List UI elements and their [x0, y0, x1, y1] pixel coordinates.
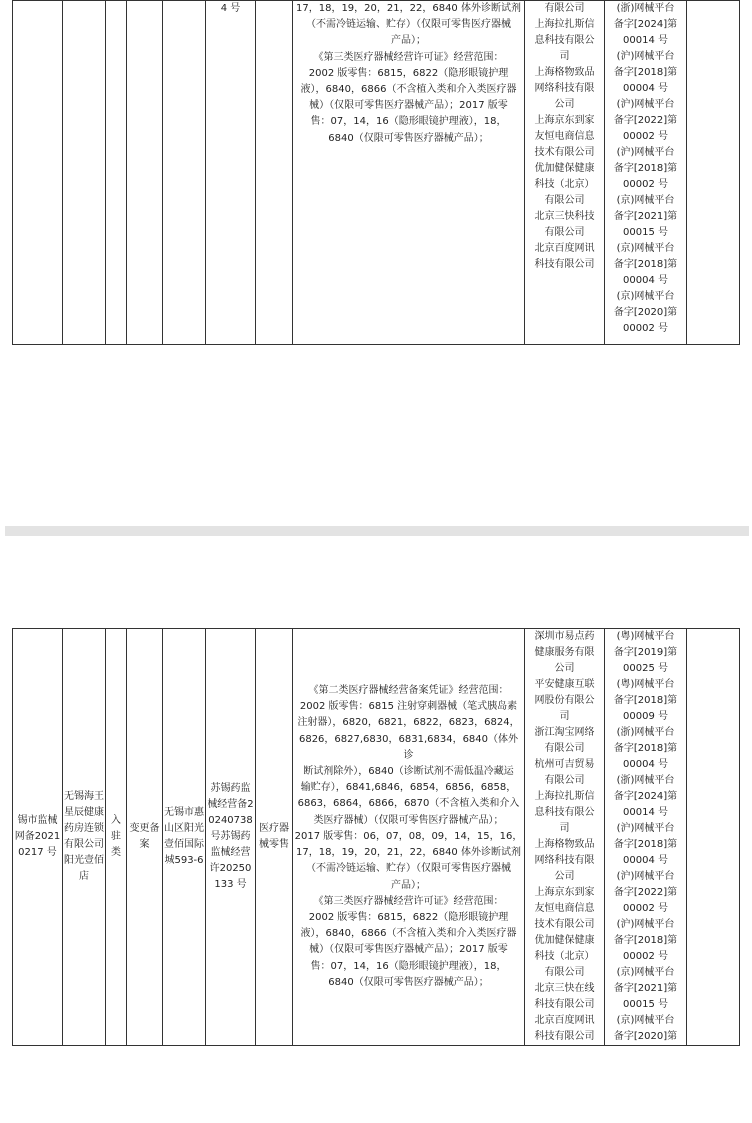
page-separator [5, 526, 749, 536]
platform-company-line: 有限公司 [544, 967, 585, 978]
platform-company-line: 公司 [554, 99, 575, 110]
platform-record-line: (粤)网械平台 [616, 679, 675, 690]
platform-company-line: 科技有限公司 [534, 259, 595, 270]
platform-record-line: 备字[2018]第 [613, 935, 678, 946]
document-page-bottom [0, 536, 752, 1123]
platform-record-line: 00009 号 [623, 711, 668, 722]
platform-company-line: 上海格物致品 [534, 839, 595, 850]
license-cell: 4 号 [206, 1, 256, 345]
platform-record-line: (沪)网械平台 [616, 919, 675, 930]
matter-cell [127, 1, 163, 345]
platform-record-line: 00015 号 [623, 227, 668, 238]
company-cell: 无锡海王星辰健康药房连锁有限公司阳光壹佰店 [63, 629, 106, 1046]
platform-company-line: 平安健康互联 [534, 679, 595, 690]
platform-company-line: 科技有限公司 [534, 999, 595, 1010]
business-scope-line: 液），6840，6866（不含植入类和介入类医疗器 [300, 84, 517, 96]
platform-record-line: 备字[2020]第 [613, 307, 678, 318]
business-scope-line: 6863，6864，6866，6870（不含植入类和介入 [297, 798, 520, 810]
platform-company-line: 优加健保健康 [534, 163, 595, 174]
platform-company-line: 息科技有限公 [534, 35, 595, 46]
business-scope-line: 输贮存），6841,6846，6854，6856，6858， [300, 782, 517, 794]
platform-record-line: 备字[2020]第 [613, 1031, 678, 1042]
platform-company-line: 科技（北京） [534, 951, 595, 962]
platform-company-line: 杭州可吉贸易 [534, 759, 595, 770]
business-scope-line: 产品）； [391, 879, 426, 891]
business-scope-line: 2017 版零售：06，07，08，09，14，15，16， [294, 830, 523, 842]
platform-record-line: 00025 号 [623, 663, 668, 674]
platform-record-cell [605, 629, 687, 1046]
platform-record-line: (浙)网械平台 [616, 3, 675, 14]
business-scope-line: 液），6840，6866（不含植入类和介入类医疗器 [300, 928, 517, 940]
platform-company-line: 北京三快科技 [534, 211, 595, 222]
category-cell [106, 1, 127, 345]
registration-table-bottom [12, 628, 740, 1046]
platform-company-line: 网股份有限公 [534, 695, 595, 706]
platform-record-line: (沪)网械平台 [616, 51, 675, 62]
platform-record-line: 备字[2018]第 [613, 259, 678, 270]
platform-record-line: (京)网械平台 [616, 195, 675, 206]
platform-company-line: 司 [559, 823, 570, 834]
platform-record-line: 00002 号 [623, 131, 668, 142]
platform-record-line: 00014 号 [623, 807, 668, 818]
business-scope-line: （不需冷链运输、贮存）（仅限可零售医疗器械 [306, 863, 511, 875]
platform-record-line: 备字[2018]第 [613, 67, 678, 78]
platform-company-line: 网络科技有限 [534, 83, 595, 94]
platform-record-line: 备字[2022]第 [613, 887, 678, 898]
platform-record-line: (京)网械平台 [616, 967, 675, 978]
platform-record-line: (粤)网械平台 [616, 631, 675, 642]
platform-company-line: 友恒电商信息 [534, 903, 595, 914]
platform-company-line: 司 [559, 711, 570, 722]
business-scope-line: 17，18，19，20，21，22，6840 体外诊断试剂 [296, 3, 521, 14]
platform-record-line: 00004 号 [623, 855, 668, 866]
platform-record-line: (沪)网械平台 [616, 147, 675, 158]
platform-record-line: 00002 号 [623, 323, 668, 334]
business-scope-line: 2002 版零售：6815 注射穿刺器械（笔式胰岛素 [299, 701, 518, 713]
platform-company-line: 健康服务有限 [534, 647, 595, 658]
platform-company-line: 有限公司 [544, 227, 585, 238]
platform-record-line: (沪)网械平台 [616, 871, 675, 882]
platform-company-line: 有限公司 [544, 3, 585, 14]
platform-company-line: 深圳市易点药 [534, 631, 595, 642]
platform-company-line: 有限公司 [544, 775, 585, 786]
company-cell [63, 1, 106, 345]
category-cell: 入驻类 [106, 629, 127, 1046]
business-scope-line: 《第二类医疗器械经营备案凭证》经营范围： [308, 685, 509, 697]
table-row [13, 629, 740, 1046]
platform-company-line: 有限公司 [544, 195, 585, 206]
business-scope-line: 械）（仅限可零售医疗器械产品）；2017 版零 [309, 100, 508, 112]
platform-record-line: 备字[2018]第 [613, 163, 678, 174]
platform-record-line: 00002 号 [623, 951, 668, 962]
platform-record-line: (沪)网械平台 [616, 823, 675, 834]
platform-company-line: 科技有限公司 [534, 1031, 595, 1042]
remark-cell [687, 629, 740, 1046]
platform-record-line: 备字[2018]第 [613, 743, 678, 754]
matter-cell: 变更备案 [127, 629, 163, 1046]
platform-company-line: 北京三快在线 [534, 983, 595, 994]
platform-company-line: 上海拉扎斯信 [534, 791, 595, 802]
platform-company-line: 公司 [554, 871, 575, 882]
site-number-cell: 锡市监械网备20210217 号 [13, 629, 63, 1046]
platform-record-line: (京)网械平台 [616, 243, 675, 254]
address-cell [163, 1, 206, 345]
platform-record-line: 备字[2021]第 [613, 983, 678, 994]
platform-record-line: (沪)网械平台 [616, 99, 675, 110]
business-scope-line: （不需冷链运输、贮存）（仅限可零售医疗器械 [306, 19, 511, 31]
business-scope-line: 6840（仅限可零售医疗器械产品）； [328, 976, 489, 988]
business-scope-line: 类医疗器械）（仅限可零售医疗器械产品）； [313, 814, 504, 826]
platform-record-line: 备字[2018]第 [613, 839, 678, 850]
platform-record-line: (浙)网械平台 [616, 727, 675, 738]
business-type-cell [256, 1, 293, 345]
platform-record-line: 00014 号 [623, 35, 668, 46]
business-scope-line: 17，18，19，20，21，22，6840 体外诊断试剂 [296, 847, 521, 859]
remark-cell [687, 1, 740, 345]
platform-record-line: (京)网械平台 [616, 1015, 675, 1026]
platform-record-line: 00004 号 [623, 275, 668, 286]
platform-record-cell [605, 1, 687, 345]
platform-record-line: (京)网械平台 [616, 291, 675, 302]
platform-company-line: 上海京东到家 [534, 115, 595, 126]
business-scope-line: 《第三类医疗器械经营许可证》经营范围： [313, 895, 504, 907]
platform-record-line: 00015 号 [623, 999, 668, 1010]
business-scope-line: 售：07，14，16（隐形眼镜护理液），18， [310, 116, 507, 128]
platform-company-line: 技术有限公司 [534, 919, 595, 930]
business-scope-line: 注射器），6820，6821，6822，6823，6824， [297, 717, 520, 729]
platform-company-line: 司 [559, 51, 570, 62]
platform-record-line: 备字[2018]第 [613, 695, 678, 706]
platform-record-line: 00004 号 [623, 83, 668, 94]
platform-company-line: 北京百度网讯 [534, 1015, 595, 1026]
business-scope-line: 2002 版零售：6815，6822（隐形眼镜护理 [308, 911, 509, 923]
platform-company-line: 公司 [554, 663, 575, 674]
platform-record-line: 00002 号 [623, 903, 668, 914]
business-scope-line: 售：07，14，16（隐形眼镜护理液），18， [310, 960, 507, 972]
platform-company-line: 技术有限公司 [534, 147, 595, 158]
platform-company-cell [525, 629, 605, 1046]
platform-company-line: 友恒电商信息 [534, 131, 595, 142]
platform-record-line: (浙)网械平台 [616, 775, 675, 786]
registration-table-top [12, 0, 740, 345]
platform-company-line: 北京百度网讯 [534, 243, 595, 254]
address-cell: 无锡市惠山区阳光壹佰国际城593-6 [163, 629, 206, 1046]
license-cell: 苏锡药监械经营备20240738 号苏锡药监械经营许20250133 号 [206, 629, 256, 1046]
business-scope-line: 6826，6827,6830，6831,6834，6840（体外诊 [298, 733, 519, 761]
business-scope-line: 6840（仅限可零售医疗器械产品）； [328, 132, 489, 144]
business-type-cell: 医疗器械零售 [256, 629, 293, 1046]
platform-record-line: 备字[2022]第 [613, 115, 678, 126]
platform-record-line: 00002 号 [623, 179, 668, 190]
platform-company-line: 息科技有限公 [534, 807, 595, 818]
platform-company-line: 网络科技有限 [534, 855, 595, 866]
platform-record-line: 备字[2021]第 [613, 211, 678, 222]
platform-company-line: 上海拉扎斯信 [534, 19, 595, 30]
platform-company-cell [525, 1, 605, 345]
business-scope-cell [293, 629, 525, 1046]
platform-company-line: 科技（北京） [534, 179, 595, 190]
platform-record-line: 00004 号 [623, 759, 668, 770]
platform-record-line: 备字[2024]第 [613, 19, 678, 30]
platform-company-line: 上海格物致品 [534, 67, 595, 78]
business-scope-line: 断试剂除外），6840（诊断试剂不需低温冷藏运 [303, 766, 514, 778]
table-row [13, 1, 740, 345]
platform-record-line: 备字[2019]第 [613, 647, 678, 658]
platform-company-line: 浙江淘宝网络 [534, 727, 595, 738]
business-scope-line: 械）（仅限可零售医疗器械产品）；2017 版零 [309, 944, 508, 956]
business-scope-line: 《第三类医疗器械经营许可证》经营范围： [313, 51, 504, 63]
business-scope-cell [293, 1, 525, 345]
document-page-top [0, 0, 752, 526]
platform-company-line: 上海京东到家 [534, 887, 595, 898]
business-scope-line: 产品）； [391, 35, 426, 47]
business-scope-line: 2002 版零售：6815，6822（隐形眼镜护理 [308, 67, 509, 79]
platform-company-line: 优加健保健康 [534, 935, 595, 946]
platform-company-line: 有限公司 [544, 743, 585, 754]
site-number-cell [13, 1, 63, 345]
platform-record-line: 备字[2024]第 [613, 791, 678, 802]
